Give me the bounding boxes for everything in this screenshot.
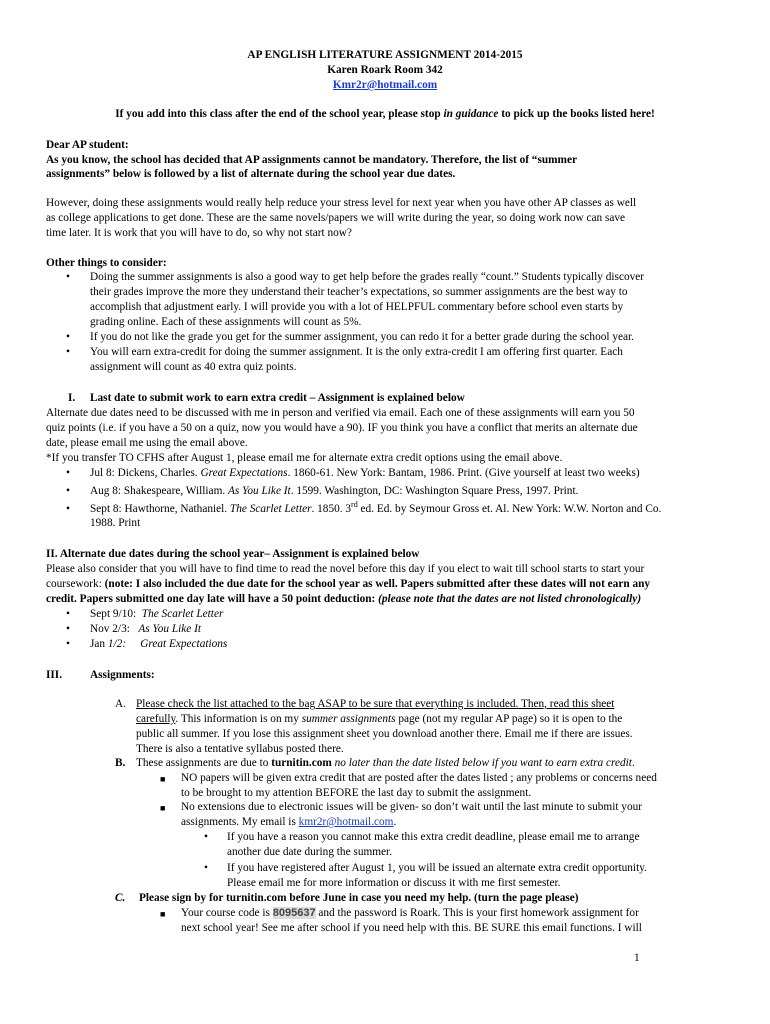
item-a-line-3: public all summer. If you lose this assignment sheet you download another there. Email me if there are issues. (136, 728, 633, 740)
section1-heading: Last date to submit work to earn extra credit – Assignment is explained below (90, 392, 465, 404)
item-b-label: B. (115, 757, 126, 769)
item-a-line-4: There is also a tentative syllabus posted there. (136, 743, 344, 755)
citation-scarlet-letter: Sept 8: Hawthorne, Nathaniel. The Scarlet Letter. 1850. 3rd ed. Ed. by Seymour Gross et. Al. New York: W.W. Norton and Co. (90, 500, 662, 515)
item-bc1-line-2: another due date during the summer. (227, 846, 393, 858)
section2-line-3: credit. Papers submitted one day late will have a 50 point deduction: (please note that the dates are not listed chronologically) (46, 593, 642, 605)
header-email (0, 78, 770, 93)
section3-heading: Assignments: (90, 669, 155, 681)
guidance-notice: If you add into this class after the end of the school year, please stop in guidance to pick up the books listed here! (115, 108, 655, 120)
header-email-link[interactable]: Kmr2r@hotmail.com (332, 79, 438, 91)
bullet-icon: • (66, 271, 70, 283)
section1-number: I. (68, 392, 76, 404)
section1-line-3: date, please email me using the email above. (46, 437, 248, 449)
square-bullet-icon: ■ (160, 803, 166, 813)
citation-as-you-like-it: Aug 8: Shakespeare, William. As You Like It. 1599. Washington, DC: Washington Square Press, 1997. Print. (90, 485, 579, 497)
citation-scarlet-letter-l2: 1988. Print (90, 517, 141, 529)
bullet-icon: • (66, 485, 70, 497)
item-bc1-line-1: If you have a reason you cannot make this extra credit deadline, please email me to arrange (227, 831, 640, 843)
course-code: 8095637 (272, 907, 316, 919)
due-date-as-you-like-it: Nov 2/3: As You Like It (90, 623, 201, 635)
square-bullet-icon: ■ (160, 909, 166, 919)
teacher-email-link[interactable]: kmr2r@hotmail.com (298, 816, 394, 828)
document-title: AP ENGLISH LITERATURE ASSIGNMENT 2014-2015 (247, 49, 523, 61)
other-b1-l2: their grades improve the more they understand their teacher’s expectations, so summer assignments are the best way to (90, 286, 628, 298)
bullet-icon: • (66, 331, 70, 343)
item-b1-line-1: NO papers will be given extra credit that are posted after the dates listed ; any problems or concerns need (181, 772, 657, 784)
other-b3-l1: You will earn extra-credit for doing the summer assignment. It is the only extra-credit I am offering first quarter. Each (90, 346, 623, 358)
item-b1-line-2: to be brought to my attention BEFORE the last day to submit the assignment. (181, 787, 532, 799)
other-b1-l1: Doing the summer assignments is also a good way to get help before the grades really “count.” Students typically discover (90, 271, 645, 283)
item-a-line-2: carefully. This information is on my summer assignments page (not my regular AP page) so it is open to the (136, 713, 623, 725)
section1-line-1: Alternate due dates need to be discussed with me in person and verified via email. Each one of these assignments will earn you 50 (46, 407, 635, 419)
item-c1-line-1: Your course code is 8095637 and the password is Roark. This is your first homework assignment for (181, 907, 639, 919)
page-number: 1 (634, 952, 640, 964)
item-a-label: A. (115, 698, 126, 710)
bullet-icon: • (66, 623, 70, 635)
bullet-icon: • (66, 638, 70, 650)
bullet-icon: • (66, 346, 70, 358)
intro-bold-line-2: assignments” below is followed by a list of alternate during the school year due dates. (46, 168, 456, 180)
item-b2-line-2: assignments. My email is kmr2r@hotmail.com. (181, 816, 397, 828)
intro-para-line-2: as college applications to get done. These are the same novels/papers we will write during the year, so doing work now can save (46, 212, 626, 224)
due-date-scarlet-letter: Sept 9/10: The Scarlet Letter (90, 608, 224, 620)
intro-para-line-3: time later. It is work that you will have to do, so why not start now? (46, 227, 352, 239)
bullet-icon: • (66, 503, 70, 515)
section1-line-2: quiz points (i.e. if you have a 50 on a quiz, now you would have a 90). IF you think you have a conflict that merits an alternate due (46, 422, 638, 434)
teacher-line: Karen Roark Room 342 (327, 64, 443, 76)
citation-great-expectations: Jul 8: Dickens, Charles. Great Expectations. 1860-61. New York: Bantam, 1986. Print. (Give yourself at least two weeks) (90, 467, 640, 479)
other-b2: If you do not like the grade you get for the summer assignment, you can redo it for a better grade during the school year. (90, 331, 634, 343)
section1-line-4: *If you transfer TO CFHS after August 1, please email me for alternate extra credit options using the email above. (46, 452, 563, 464)
square-bullet-icon: ■ (160, 774, 166, 784)
section2-heading: II. Alternate due dates during the school year– Assignment is explained below (46, 548, 420, 560)
other-b3-l2: assignment will count as 40 extra quiz points. (90, 361, 297, 373)
due-date-great-expectations: Jan 1/2: Great Expectations (90, 638, 228, 650)
item-b-line: These assignments are due to turnitin.com no later than the date listed below if you want to earn extra credit. (136, 757, 635, 769)
intro-para-line-1: However, doing these assignments would really help reduce your stress level for next year when you have other AP classes as well (46, 197, 637, 209)
item-b2-line-1: No extensions due to electronic issues will be given- so don’t wait until the last minute to submit your (181, 801, 643, 813)
item-a-line-1: Please check the list attached to the bag ASAP to be sure that everything is included. Then, read this sheet (136, 698, 615, 710)
item-c-label: C. (115, 892, 126, 904)
greeting: Dear AP student: (46, 139, 129, 151)
item-c1-line-2: next school year! See me after school if you need help with this. BE SURE this email functions. I will (181, 922, 642, 934)
section2-line-1: Please also consider that you will have to find time to read the novel before this day if you elect to wait till school starts to start your (46, 563, 645, 575)
section3-number: III. (46, 669, 63, 681)
intro-bold-line-1: As you know, the school has decided that AP assignments cannot be mandatory. Therefore, the list of “summer (46, 154, 577, 166)
other-b1-l3: accomplish that adjustment early. I will provide you with a lot of HELPFUL commentary before school even starts by (90, 301, 624, 313)
other-b1-l4: grading online. Each of these assignments will count as 5%. (90, 316, 362, 328)
item-bc2-line-1: If you have registered after August 1, you will be issued an alternate extra credit opportunity. (227, 862, 647, 874)
section2-line-2: coursework: (note: I also included the due date for the school year as well. Papers submitted after these dates will not earn any (46, 578, 651, 590)
item-c-heading: Please sign by for turnitin.com before June in case you need my help. (turn the page please) (139, 892, 579, 904)
bullet-icon: • (66, 467, 70, 479)
item-bc2-line-2: Please email me for more information or discuss it with me first semester. (227, 877, 561, 889)
bullet-icon: • (204, 862, 208, 874)
bullet-icon: • (66, 608, 70, 620)
bullet-icon: • (204, 831, 208, 843)
other-heading: Other things to consider: (46, 257, 167, 269)
